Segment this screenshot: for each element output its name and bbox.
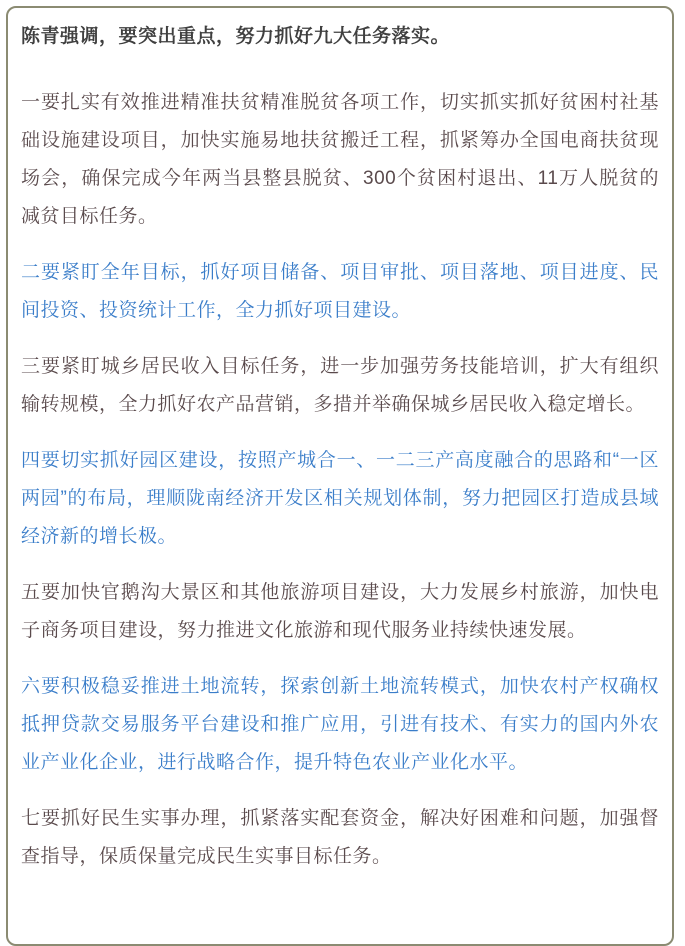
- paragraph-task-3: 三要紧盯城乡居民收入目标任务，进一步加强劳务技能培训，扩大有组织输转规模，全力抓好农产品营销，多措并举确保城乡居民收入稳定增长。: [21, 356, 659, 415]
- article-title: 陈青强调，要突出重点，努力抓好九大任务落实。: [21, 26, 451, 47]
- paragraph-task-6: 六要积极稳妥推进土地流转，探索创新土地流转模式，加快农村产权确权抵押贷款交易服务平台建设和推广应用，引进有技术、有实力的国内外农业产业化企业，进行战略合作，提升特色农业产业化水平。: [21, 676, 659, 773]
- paragraph-task-4: 四要切实抓好园区建设，按照产城合一、一二三产高度融合的思路和“一区两园”的布局，理顺陇南经济开发区相关规划体制，努力把园区打造成县域经济新的增长极。: [21, 450, 659, 547]
- paragraph-task-5: 五要加快官鹅沟大景区和其他旅游项目建设，大力发展乡村旅游，加快电子商务项目建设，努力推进文化旅游和现代服务业持续快速发展。: [21, 582, 659, 641]
- paragraph-task-1: 一要扎实有效推进精准扶贫精准脱贫各项工作，切实抓实抓好贫困村社基础设施建设项目，加快实施易地扶贫搬迁工程，抓紧筹办全国电商扶贫现场会，确保完成今年两当县整县脱贫、300个贫困村退出、11万人脱贫的减贫目标任务。: [21, 92, 659, 227]
- article-card: [6, 6, 674, 946]
- paragraph-task-7: 七要抓好民生实事办理，抓紧落实配套资金，解决好困难和问题，加强督查指导，保质保量完成民生实事目标任务。: [21, 808, 659, 867]
- paragraph-task-2: 二要紧盯全年目标，抓好项目储备、项目审批、项目落地、项目进度、民间投资、投资统计工作，全力抓好项目建设。: [21, 262, 659, 321]
